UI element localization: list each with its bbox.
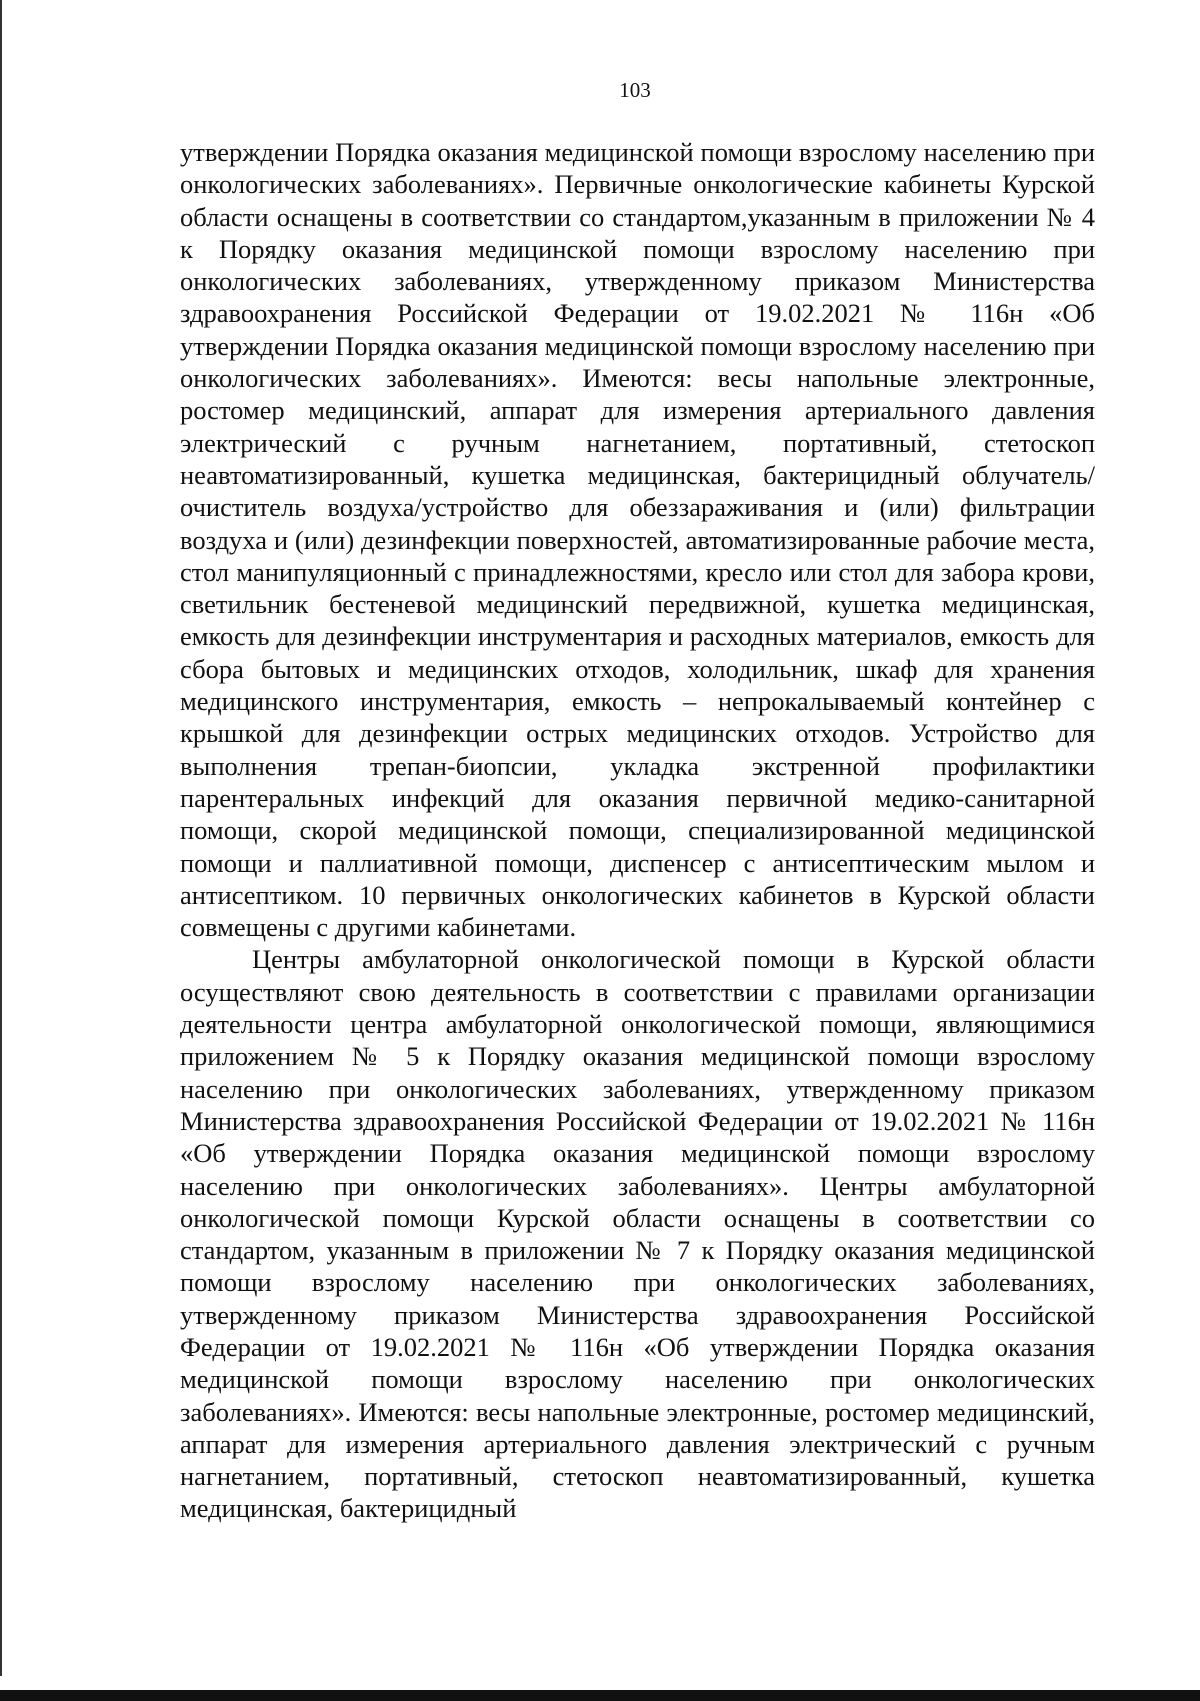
scan-left-edge [0,0,2,1676]
page-number: 103 [619,78,651,102]
paragraph-continuation: утверждении Порядка оказания медицинской помощи взрослому населению при онкологических заболеваниях». Первичные онкологические кабинеты Курской области оснащены в соответствии со стандартом,указанным в приложении № 4 к Порядку оказания медицинской помощи взрослому населению при онкологических заболеваниях, утвержденному приказом Министерства здравоохранения Российской Федерации от 19.02.2021 № 116н «Об утверждении Порядка оказания медицинской помощи взрослому населению при онкологических заболеваниях». Имеются: весы напольные электронные, ростомер медицинский, аппарат для измерения артериального давления электрический с ручным нагнетанием, портативный, стетоскоп неавтоматизированный, кушетка медицинская, бактерицидный облучатель/очиститель воздуха/устройство для обеззараживания и (или) фильтрации воздуха и (или) дезинфекции поверхностей, автоматизированные рабочие места, стол манипуляционный с принадлежностями, кресло или стол для забора крови, светильник бестеневой медицинский передвижной, кушетка медицинская, емкость для дезинфекции инструментария и расходных материалов, емкость для сбора бытовых и медицинских отходов, холодильник, шкаф для хранения медицинского инструментария, емкость – непрокалываемый контейнер с крышкой для дезинфекции острых медицинских отходов. Устройство для выполнения трепан-биопсии, укладка экстренной профилактики парентеральных инфекций для оказания первичной медико-санитарной помощи, скорой медицинской помощи, специализированной медицинской помощи и паллиативной помощи, диспенсер с антисептическим мылом и антисептиком. 10 первичных онкологических кабинетов в Курской области совмещены с другими кабинетами. [180,137,1095,943]
paragraph-ambulatory-centers: Центры амбулаторной онкологической помощи в Курской области осуществляют свою деятельность в соответствии с правилами организации деятельности центра амбулаторной онкологической помощи, являющимися приложением № 5 к Порядку оказания медицинской помощи взрослому населению при онкологических заболеваниях, утвержденному приказом Министерства здравоохранения Российской Федерации от 19.02.2021 № 116н «Об утверждении Порядка оказания медицинской помощи взрослому населению при онкологических заболеваниях». Центры амбулаторной онкологической помощи Курской области оснащены в соответствии со стандартом, указанным в приложении № 7 к Порядку оказания медицинской помощи взрослому населению при онкологических заболеваниях, утвержденному приказом Министерства здравоохранения Российской Федерации от 19.02.2021 № 116н «Об утверждении Порядка оказания медицинской помощи взрослому населению при онкологических заболеваниях». Имеются: весы напольные электронные, ростомер медицинский, аппарат для измерения артериального давления электрический с ручным нагнетанием, портативный, стетоскоп неавтоматизированный, кушетка медицинская, бактерицидный [180,944,1095,1524]
document-body [180,136,1095,1525]
scan-bottom-edge [0,1690,1200,1701]
